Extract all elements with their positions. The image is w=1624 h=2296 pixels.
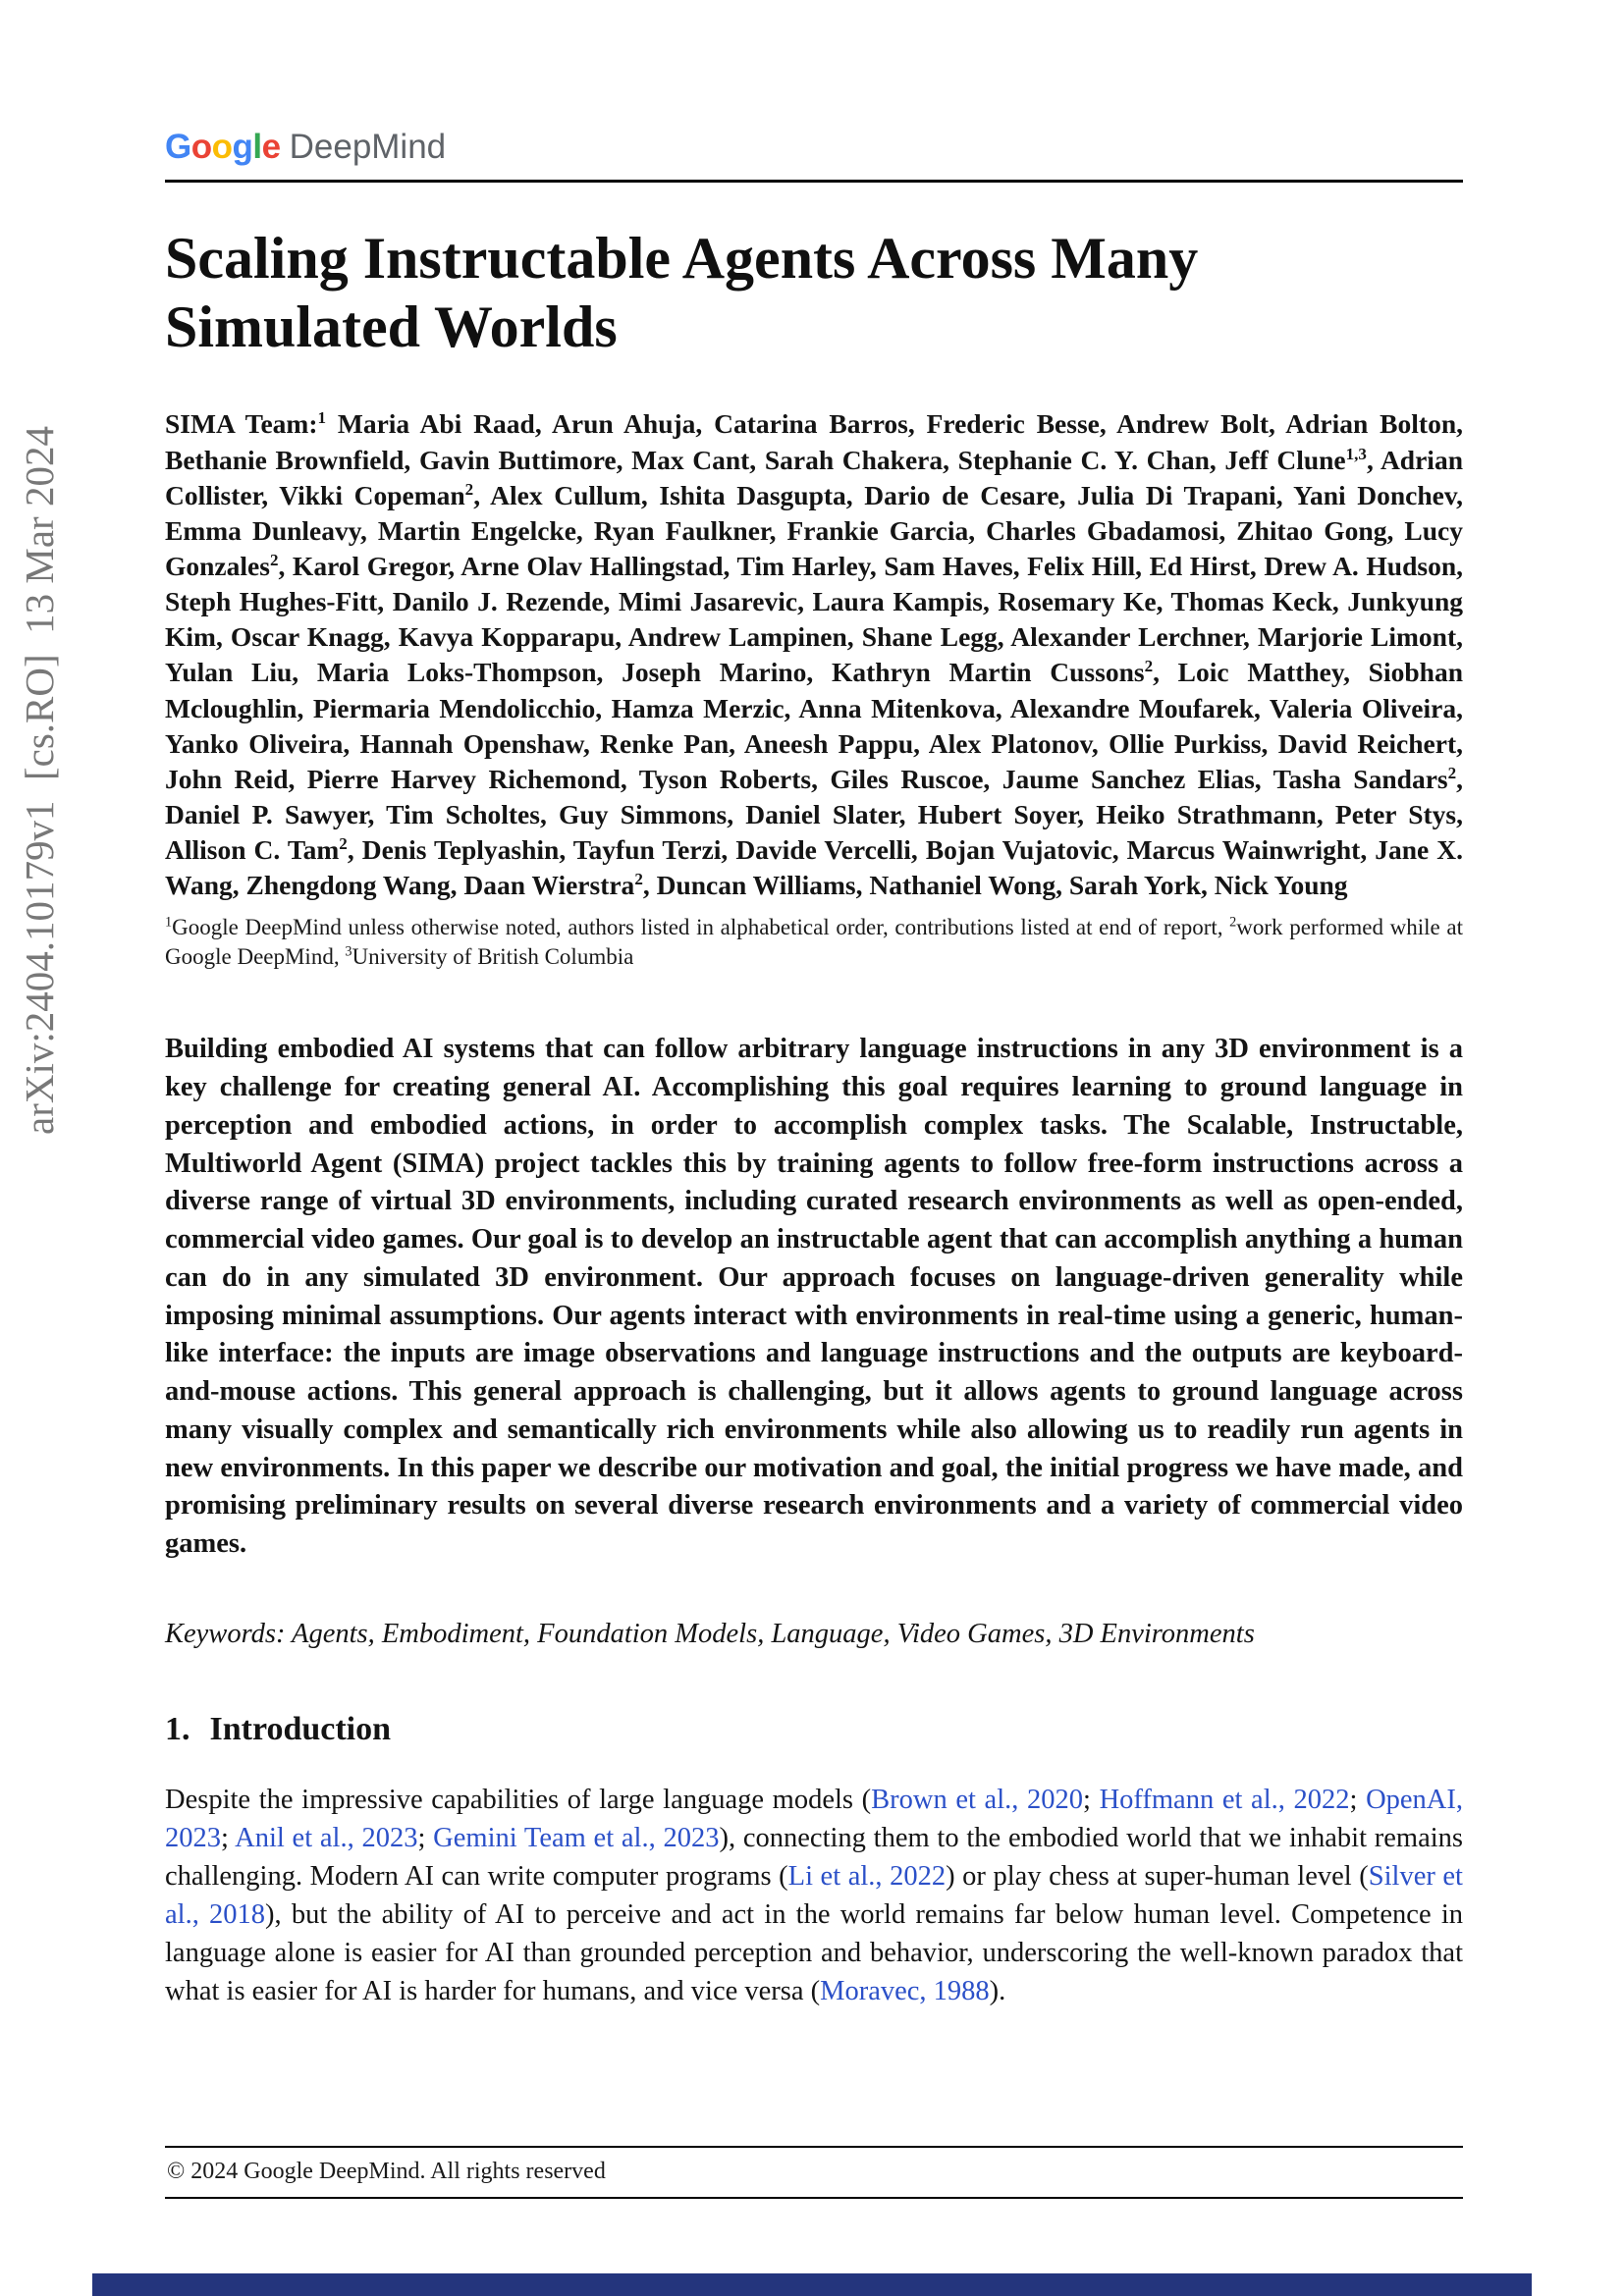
abstract-paragraph: Building embodied AI systems that can follow arbitrary language instructions in any 3D environment is a key challenge for creating general AI. Accomplishing this goal requires learning to ground language in perception and embodied actions, in order to accomplish complex tasks. The Scalable, Instructable, Multiworld Agent (SIMA) project tackles this by training agents to follow free-form instructions across a diverse range of virtual 3D environments, including curated research environments as well as open-ended, commercial video games. Our goal is to develop an instructable agent that can accomplish anything a human can do in any simulated 3D environment. Our approach focuses on language-driven generality while imposing minimal assumptions. Our agents interact with environments in real-time using a generic, human-like interface: the inputs are image observations and language instructions and the outputs are keyboard-and-mouse actions. This general approach is challenging, but it allows agents to ground language across many visually complex and semantically rich environments while also allowing us to readily run agents in new environments. In this paper we describe our motivation and goal, the initial progress we have made, and promising preliminary results on several diverse research environments and a variety of commercial video games. <box>165 1034 1463 1560</box>
deepmind-logo-text: DeepMind <box>289 128 447 166</box>
arxiv-watermark: arXiv:2404.10179v1 [cs.RO] 13 Mar 2024 <box>17 426 62 1135</box>
keywords-label: Keywords: <box>165 1618 286 1649</box>
citation-link[interactable]: Moravec, 1988 <box>820 1975 990 2006</box>
intro-paragraph: Despite the impressive capabilities of large language models (Brown et al., 2020; Hoffmann et al., 2022; OpenAI, 2023; Anil et al., 2023; Gemini Team et al., 2023), connecting them to the embodied world that we inhabit remains challenging. Modern AI can write computer programs (Li et al., 2022) or play chess at super-human level (Silver et al., 2018), but the ability of AI to perceive and act in the world remains far below human level. Competence in language alone is easier for AI than grounded perception and behavior, underscoring the well-known paradox that what is easier for AI is harder for humans, and vice versa (Moravec, 1988). <box>165 1784 1463 2006</box>
header-rule <box>165 180 1463 183</box>
citation-link[interactable]: Gemini Team et al., 2023 <box>433 1822 720 1853</box>
citation-link[interactable]: OpenAI, 2023 <box>165 1784 1463 1853</box>
affiliations-note: $^1$Google DeepMind unless otherwise noted, authors listed in alphabetical order, contributions listed at end of report, $^2$work performed while at Google DeepMind, $^3$University of British Columbia <box>165 913 1463 969</box>
paper-content <box>165 0 1463 2010</box>
section-1-title: Introduction <box>209 1710 392 1747</box>
section-1-heading <box>165 1711 1463 1748</box>
section-1-number: 1. <box>165 1710 190 1747</box>
citation-link[interactable]: Brown et al., 2020 <box>871 1784 1084 1815</box>
footer-copyright: © 2024 Google DeepMind. All rights reserved <box>167 2159 606 2184</box>
citation-link[interactable]: Hoffmann et al., 2022 <box>1099 1784 1350 1815</box>
citation-link[interactable]: Li et al., 2022 <box>787 1860 947 1892</box>
citation-link[interactable]: Silver et al., 2018 <box>165 1860 1463 1930</box>
footer-rule-bottom <box>165 2197 1463 2199</box>
google-deepmind-logo <box>165 128 1463 167</box>
next-page-strip <box>92 2273 1532 2296</box>
keywords-line <box>165 1619 1463 1650</box>
paper-title: Scaling Instructable Agents Across Many Simulated Worlds <box>165 226 1199 360</box>
google-logo-text: Google <box>165 128 281 166</box>
author-list: SIMA Team:$^1$ Maria Abi Raad, Arun Ahuja, Catarina Barros, Frederic Besse, Andrew Bolt, Adrian Bolton, Bethanie Brownfield, Gavin Buttimore, Max Cant, Sarah Chakera, Stephanie C. Y. Chan, Jeff Clune$^{1,3}$, Adrian Collister, Vikki Copeman$^2$, Alex Cullum, Ishita Dasgupta, Dario de Cesare, Julia Di Trapani, Yani Donchev, Emma Dunleavy, Martin Engelcke, Ryan Faulkner, Frankie Garcia, Charles Gbadamosi, Zhitao Gong, Lucy Gonzales$^2$, Karol Gregor, Arne Olav Hallingstad, Tim Harley, Sam Haves, Felix Hill, Ed Hirst, Drew A. Hudson, Steph Hughes-Fitt, Danilo J. Rezende, Mimi Jasarevic, Laura Kampis, Rosemary Ke, Thomas Keck, Junkyung Kim, Oscar Knagg, Kavya Kopparapu, Andrew Lampinen, Shane Legg, Alexander Lerchner, Marjorie Limont, Yulan Liu, Maria Loks-Thompson, Joseph Marino, Kathryn Martin Cussons$^2$, Loic Matthey, Siobhan Mcloughlin, Piermaria Mendolicchio, Hamza Merzic, Anna Mitenkova, Alexandre Moufarek, Valeria Oliveira, Yanko Oliveira, Hannah Openshaw, Renke Pan, Aneesh Pappu, Alex Platonov, Ollie Purkiss, David Reichert, John Reid, Pierre Harvey Richemond, Tyson Roberts, Giles Ruscoe, Jaume Sanchez Elias, Tasha Sandars$^2$, Daniel P. Sawyer, Tim Scholtes, Guy Simmons, Daniel Slater, Hubert Soyer, Heiko Strathmann, Peter Stys, Allison C. Tam$^2$, Denis Teplyashin, Tayfun Terzi, Davide Vercelli, Bojan Vujatovic, Marcus Wainwright, Jane X. Wang, Zhengdong Wang, Daan Wierstra$^2$, Duncan Williams, Nathaniel Wong, Sarah York, Nick Young <box>165 408 1464 901</box>
citation-link[interactable]: Anil et al., 2023 <box>235 1822 418 1853</box>
page-footer <box>165 2146 1463 2199</box>
keywords-text: Agents, Embodiment, Foundation Models, Language, Video Games, 3D Environments <box>285 1618 1255 1649</box>
